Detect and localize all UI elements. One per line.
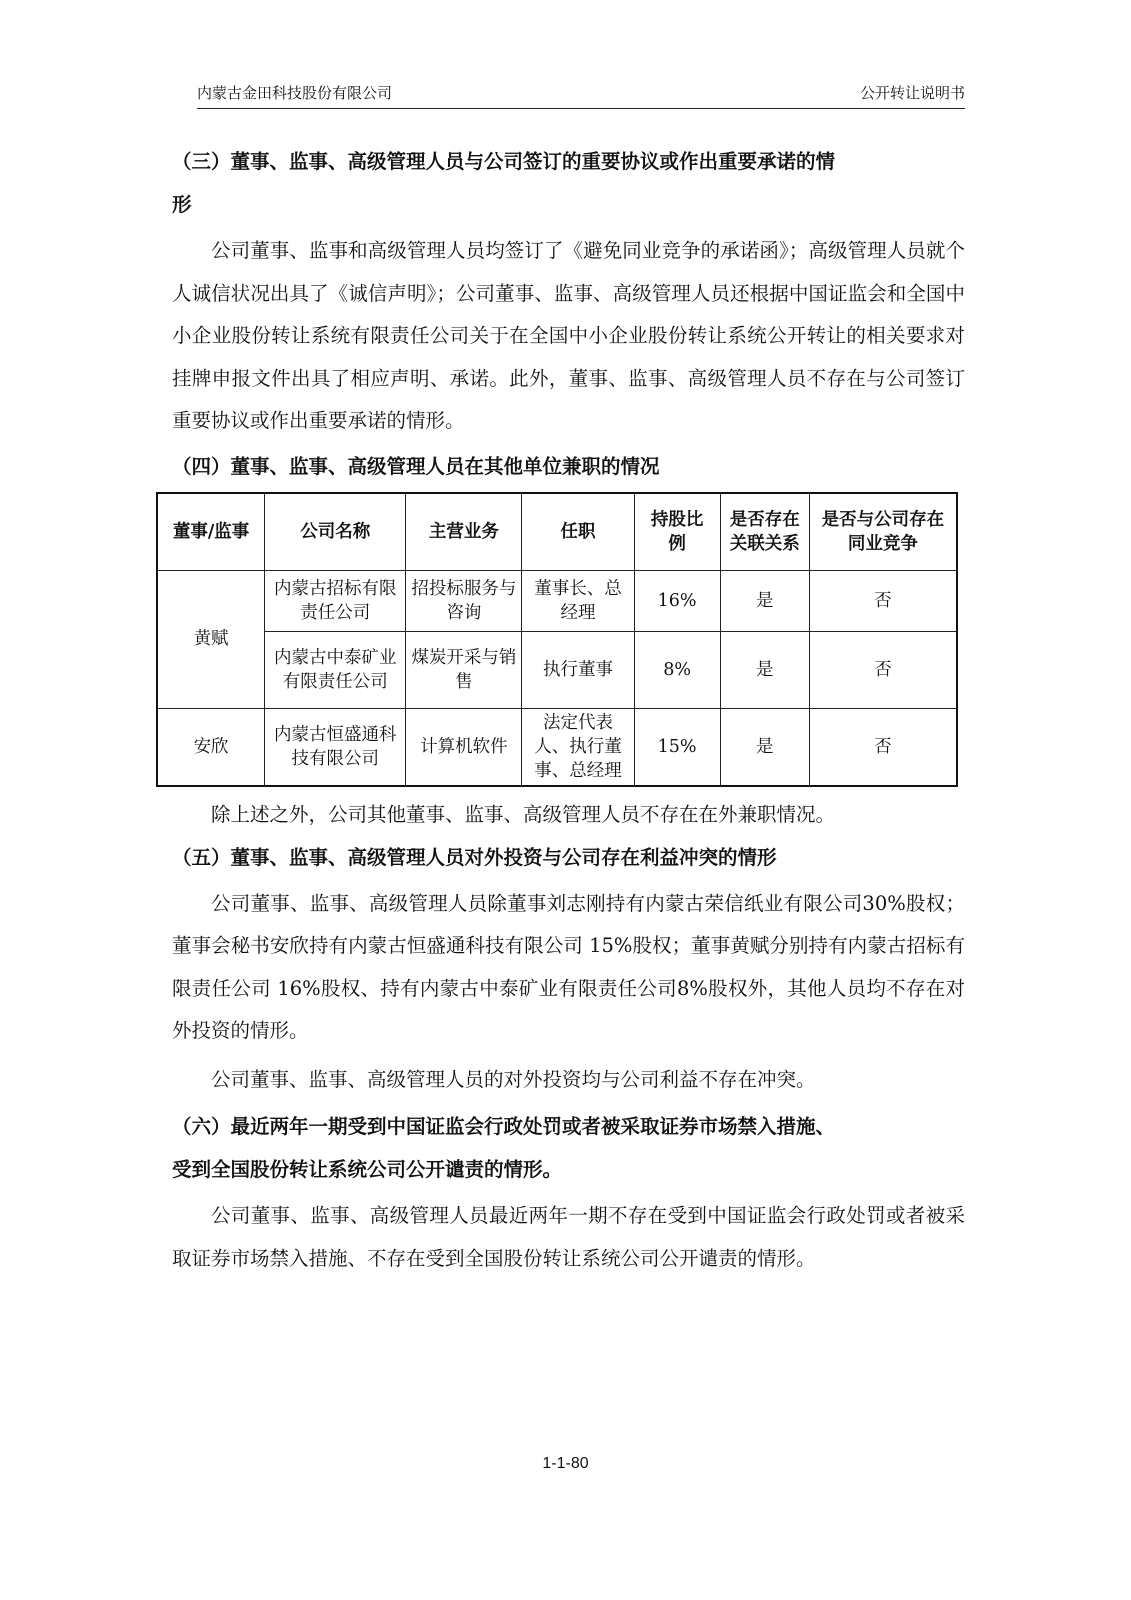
cell-related: 是 xyxy=(720,631,809,708)
cell-position: 执行董事 xyxy=(522,631,634,708)
cell-person: 安欣 xyxy=(157,708,265,786)
cell-company: 内蒙古招标有限责任公司 xyxy=(265,570,406,631)
header-share: 持股比例 xyxy=(634,493,720,571)
cell-competition: 否 xyxy=(809,570,957,631)
cell-related: 是 xyxy=(720,570,809,631)
table-row xyxy=(157,708,957,786)
cell-competition: 否 xyxy=(809,631,957,708)
page-number: 1-1-80 xyxy=(542,1455,589,1472)
header-business: 主营业务 xyxy=(406,493,522,571)
section6-paragraph: 公司董事、监事、高级管理人员最近两年一期不存在受到中国证监会行政处罚或者被采取证券市场禁入措施、不存在受到全国股份转让系统公司公开谴责的情形。 xyxy=(172,1204,965,1270)
section3-heading-line1: （三）董事、监事、高级管理人员与公司签订的重要协议或作出重要承诺的情 xyxy=(172,150,836,173)
page-content xyxy=(172,140,965,1280)
header-person: 董事/监事 xyxy=(157,493,265,571)
header-related: 是否存在关联关系 xyxy=(720,493,809,571)
table-row xyxy=(157,570,957,631)
after-table-note: 除上述之外，公司其他董事、监事、高级管理人员不存在在外兼职情况。 xyxy=(211,802,836,826)
cell-business: 煤炭开采与销售 xyxy=(406,631,522,708)
header-document-title: 公开转让说明书 xyxy=(859,84,965,102)
header-competition: 是否与公司存在同业竞争 xyxy=(809,493,957,571)
cell-share: 8% xyxy=(634,631,720,708)
cell-position: 董事长、总经理 xyxy=(522,570,634,631)
page-header xyxy=(197,80,965,109)
section5-heading: （五）董事、监事、高级管理人员对外投资与公司存在利益冲突的情形 xyxy=(172,845,777,869)
section3-heading-line2: 形 xyxy=(172,193,192,216)
section6-heading-line2: 受到全国股份转让系统公司公开谴责的情形。 xyxy=(172,1158,563,1181)
header-company: 公司名称 xyxy=(265,493,406,571)
cell-company: 内蒙古恒盛通科技有限公司 xyxy=(265,708,406,786)
section5-paragraph2: 公司董事、监事、高级管理人员的对外投资均与公司利益不存在冲突。 xyxy=(211,1067,816,1091)
cell-related: 是 xyxy=(720,708,809,786)
cell-business: 计算机软件 xyxy=(406,708,522,786)
cell-share: 16% xyxy=(634,570,720,631)
table-header-row xyxy=(157,493,957,571)
cell-share: 15% xyxy=(634,708,720,786)
section4-heading: （四）董事、监事、高级管理人员在其他单位兼职的情况 xyxy=(172,454,660,478)
cell-competition: 否 xyxy=(809,708,957,786)
section6-heading-line1: （六）最近两年一期受到中国证监会行政处罚或者被采取证券市场禁入措施、 xyxy=(172,1115,836,1138)
section3-paragraph: 公司董事、监事和高级管理人员均签订了《避免同业竞争的承诺函》；高级管理人员就个人诚信状况出具了《诚信声明》；公司董事、监事、高级管理人员还根据中国证监会和全国中小企业股份转让系统有限责任公司关于在全国中小企业股份转让系统公开转让的相关要求对挂牌申报文件出具了相应声明、承诺。此外，董事、监事、高级管理人员不存在与公司签订重要协议或作出重要承诺的情形。 xyxy=(172,239,965,432)
cell-person: 黄赋 xyxy=(157,570,265,708)
cell-position: 法定代表人、执行董事、总经理 xyxy=(522,708,634,786)
concurrent-positions-table xyxy=(156,492,958,787)
cell-company: 内蒙古中泰矿业有限责任公司 xyxy=(265,631,406,708)
table-row xyxy=(157,631,957,708)
header-company-name: 内蒙古金田科技股份有限公司 xyxy=(197,84,393,102)
section5-paragraph1: 公司董事、监事、高级管理人员除董事刘志刚持有内蒙古荣信纸业有限公司30%股权；董事会秘书安欣持有内蒙古恒盛通科技有限公司 15%股权；董事黄赋分别持有内蒙古招标有限责任公司 16%股权、持有内蒙古中泰矿业有限责任公司8%股权外，其他人员均不存在对外投资的情形。 xyxy=(172,891,965,1042)
cell-business: 招投标服务与咨询 xyxy=(406,570,522,631)
header-position: 任职 xyxy=(522,493,634,571)
